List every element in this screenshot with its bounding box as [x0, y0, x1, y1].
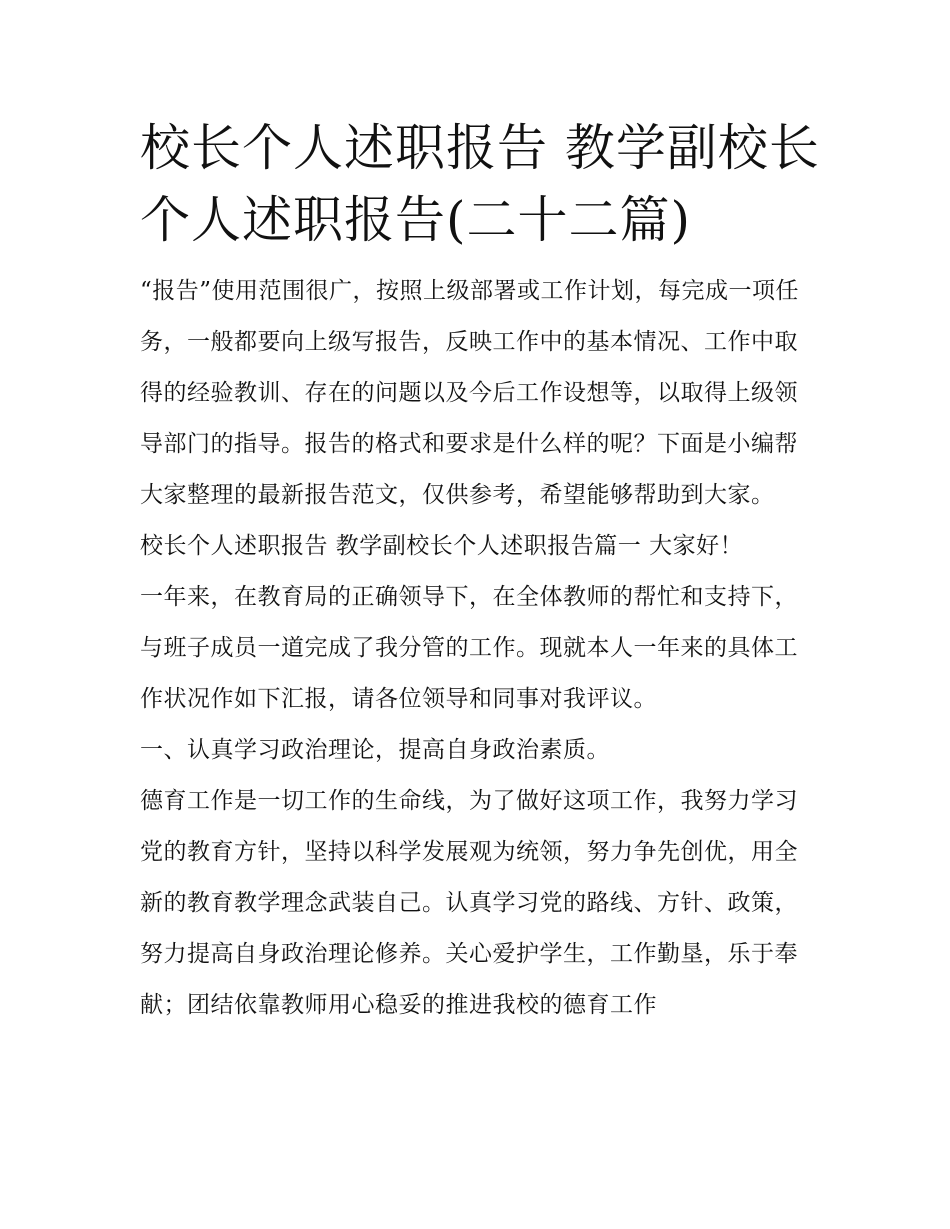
intro-paragraph: “报告”使用范围很广，按照上级部署或工作计划，每完成一项任务，一般都要向上级写报告，反映工作中的基本情况、工作中取得的经验教训、存在的问题以及今后工作设想等，以取得上级领导部门的指导。报告的格式和要求是什么样的呢？下面是小编帮大家整理的最新报告范文，仅供参考，希望能够帮助到大家。	[140, 278, 800, 508]
section-heading-line: 校长个人述职报告 教学副校长个人述职报告篇一 大家好！	[140, 533, 744, 559]
subheading-paragraph: 一、认真学习政治理论，提高自身政治素质。	[140, 737, 610, 763]
document-title: 校长个人述职报告 教学副校长个人述职报告(二十二篇)	[140, 119, 820, 249]
document-body	[140, 112, 820, 1031]
body-paragraph: 一年来，在教育局的正确领导下，在全体教师的帮忙和支持下，与班子成员一道完成了我分管的工作。现就本人一年来的具体工作状况作如下汇报，请各位领导和同事对我评议。	[140, 584, 798, 712]
body-paragraph: 德育工作是一切工作的生命线，为了做好这项工作，我努力学习党的教育方针，坚持以科学发展观为统领，努力争先创优，用全新的教育教学理念武装自己。认真学习党的路线、方针、政策，努力提高自身政治理论修养。关心爱护学生，工作勤垦，乐于奉献；团结依靠教师用心稳妥的推进我校的德育工作	[140, 788, 798, 1018]
